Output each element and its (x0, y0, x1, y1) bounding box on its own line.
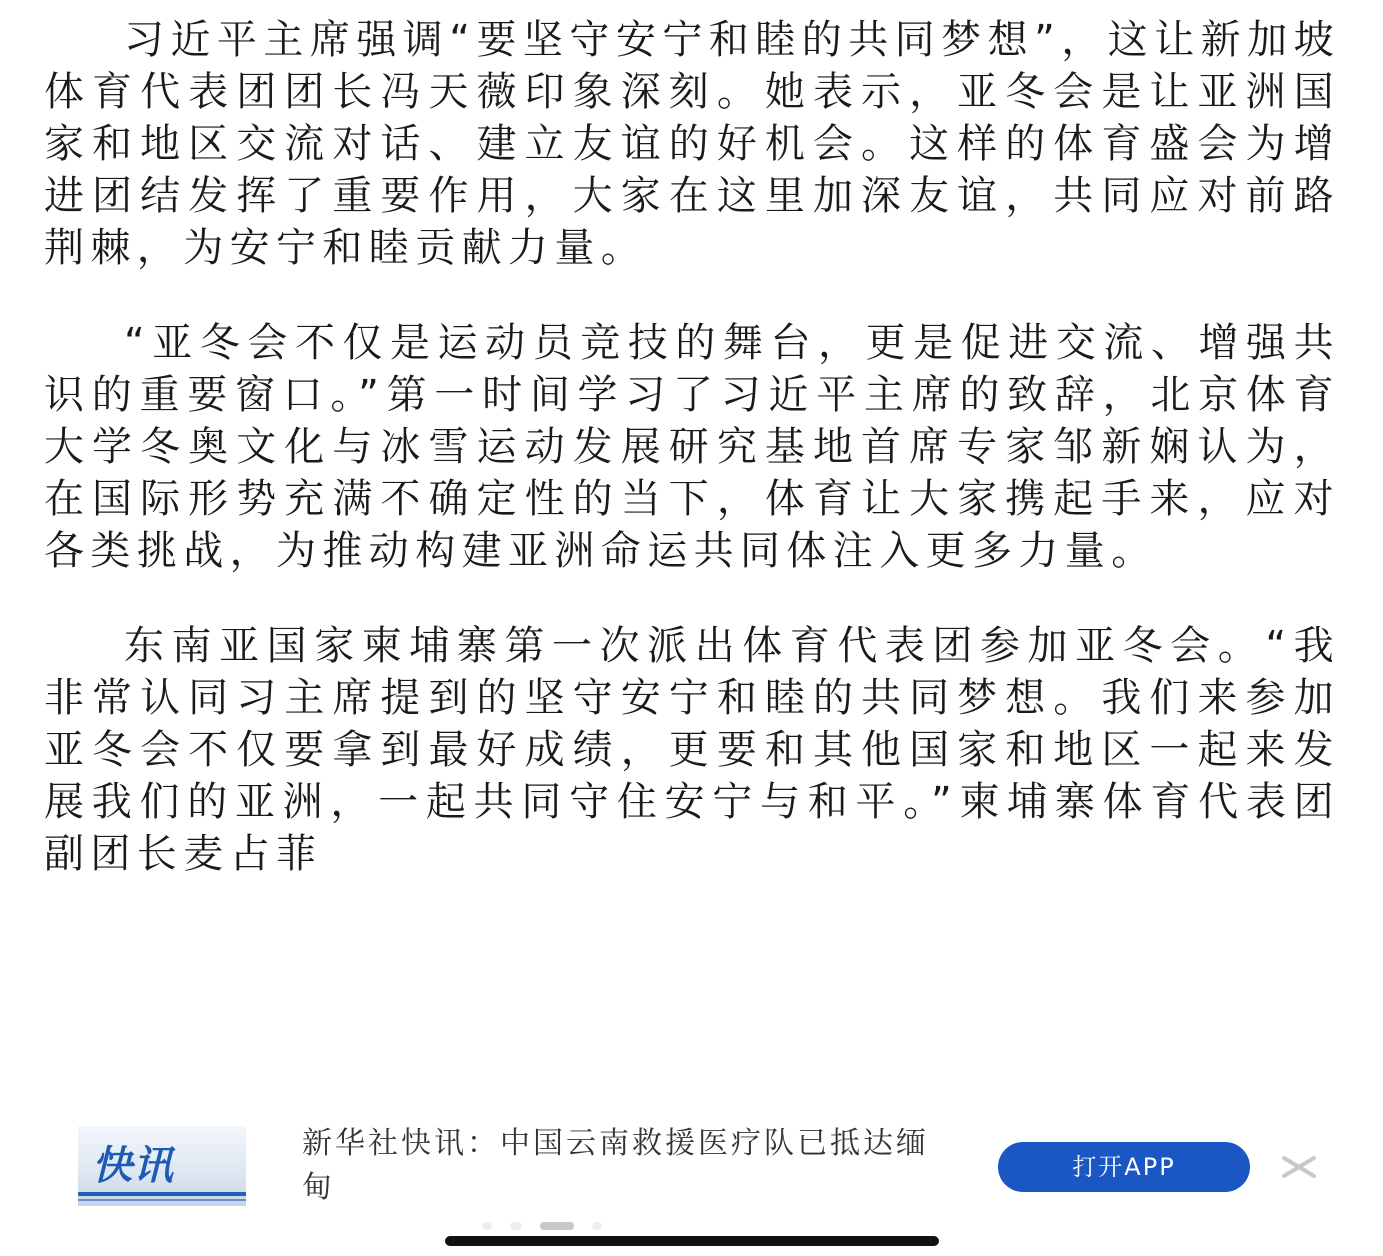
thumbnail-logo-text: 快讯 (92, 1142, 174, 1189)
pager-dot-active (540, 1222, 574, 1230)
pager-dot (510, 1222, 522, 1230)
home-indicator[interactable] (445, 1236, 939, 1246)
app-promo-banner[interactable] (0, 1114, 1383, 1256)
open-app-button[interactable]: 打开APP (998, 1142, 1250, 1192)
news-thumbnail[interactable] (78, 1126, 246, 1206)
carousel-pager (482, 1222, 612, 1230)
article-paragraph-1: 习近平主席强调“要坚守安宁和睦的共同梦想”，这让新加坡体育代表团团长冯天薇印象深刻。她表示，亚冬会是让亚洲国家和地区交流对话、建立友谊的好机会。这样的体育盛会为增进团结发挥了重要作用，大家在这里加深友谊，共同应对前路荆棘，为安宁和睦贡献力量。 (44, 17, 1340, 271)
article-paragraph-2: “亚冬会不仅是运动员竞技的舞台，更是促进交流、增强共识的重要窗口。”第一时间学习了习近平主席的致辞，北京体育大学冬奥文化与冰雪运动发展研究基地首席专家邹新娴认为，在国际形势充满不确定性的当下，体育让大家携起手来，应对各类挑战，为推动构建亚洲命运共同体注入更多力量。 (44, 320, 1340, 574)
news-headline-link[interactable]: 新华社快讯：中国云南救援医疗队已抵达缅甸 (302, 1126, 929, 1205)
pager-dot (592, 1222, 602, 1230)
article-body (44, 14, 1340, 1112)
article-paragraph-3: 东南亚国家柬埔寨第一次派出体育代表团参加亚冬会。“我非常认同习主席提到的坚守安宁和睦的共同梦想。我们来参加亚冬会不仅要拿到最好成绩，更要和其他国家和地区一起来发展我们的亚洲，一起共同守住安宁与和平。”柬埔寨体育代表团副团长麦占菲 (44, 623, 1340, 877)
pager-dot (482, 1222, 492, 1230)
thumbnail-stripe (78, 1192, 246, 1196)
close-icon[interactable] (1278, 1146, 1320, 1188)
thumbnail-stripe-thin (78, 1199, 246, 1201)
